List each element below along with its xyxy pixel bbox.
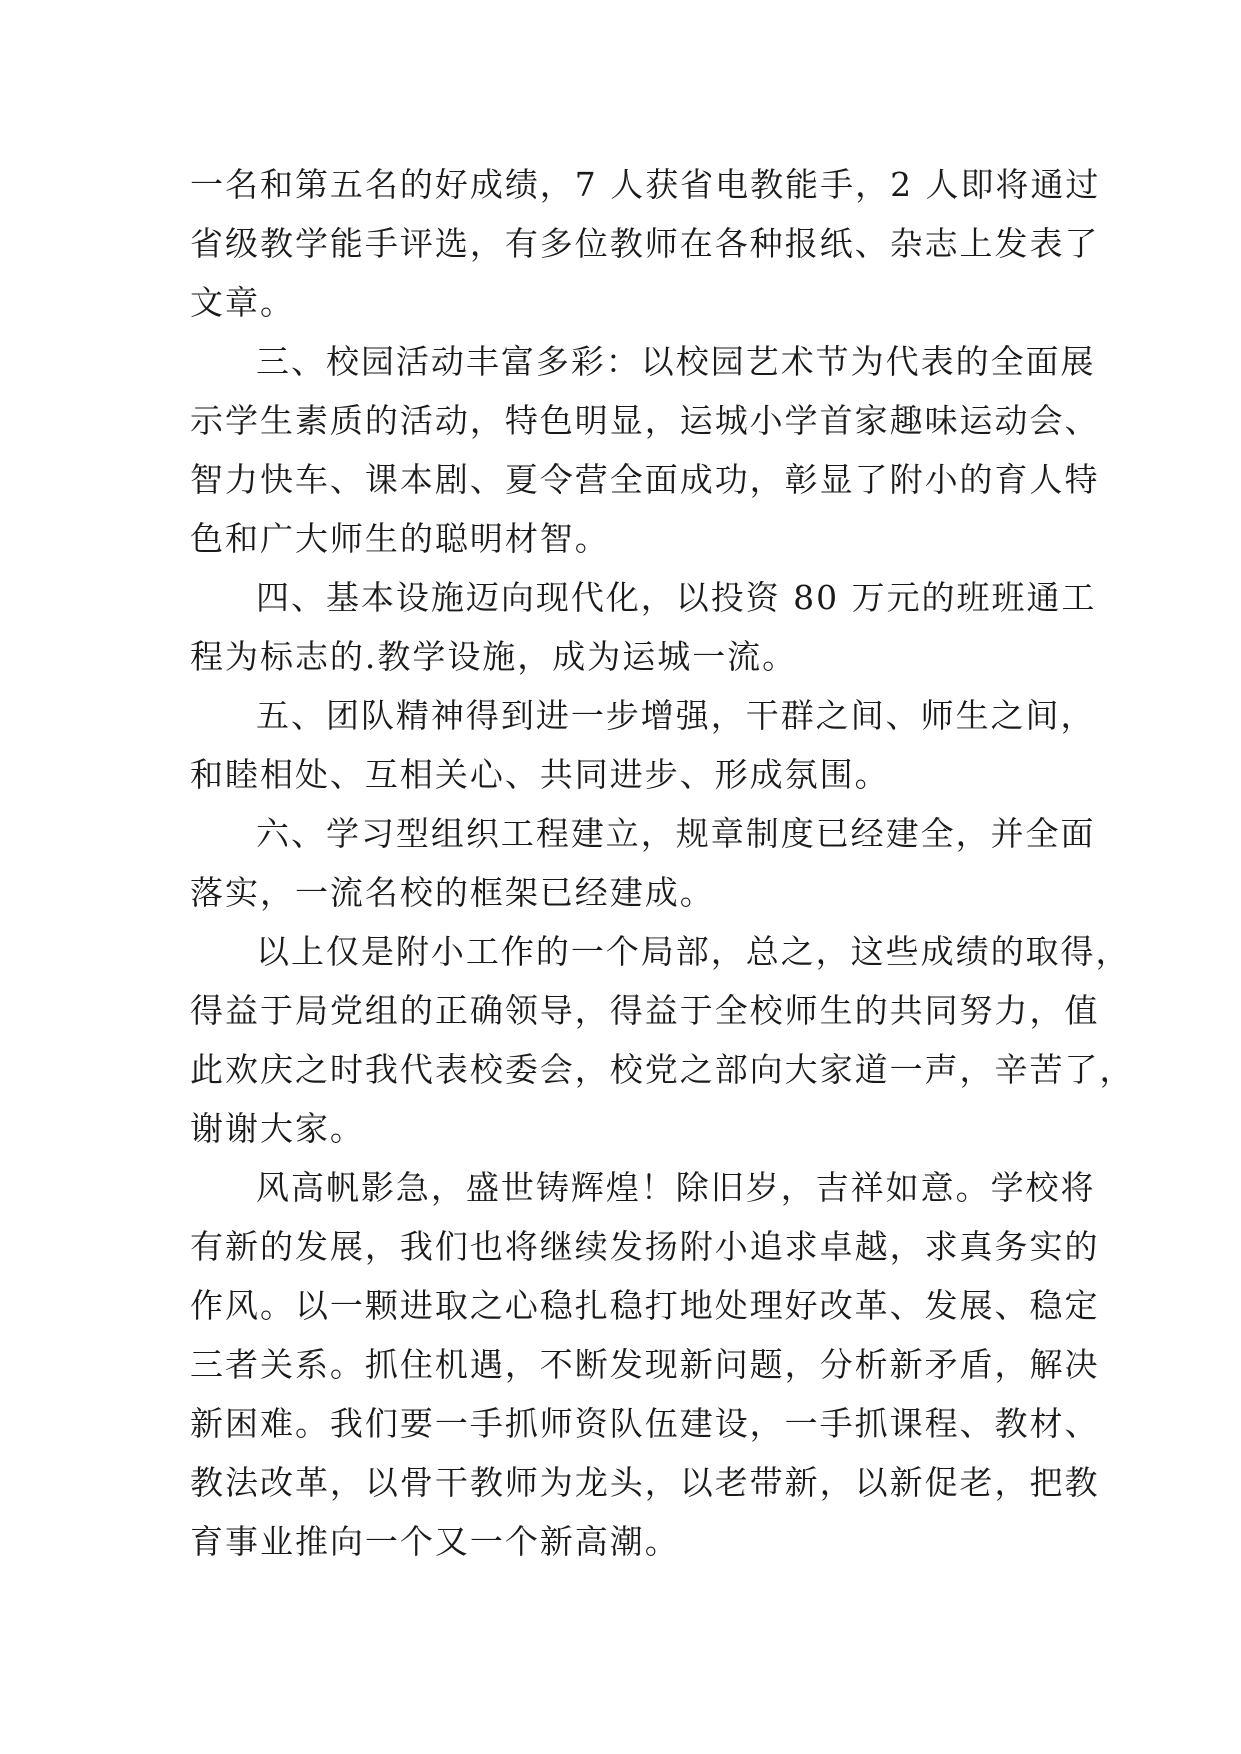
text-line: 文章。 — [190, 283, 295, 322]
text-line: 示学生素质的活动，特色明显，运城小学首家趣味运动会、 — [190, 401, 1100, 440]
text-line: 作风。以一颗进取之心稳扎稳打地处理好改革、发展、稳定 — [190, 1286, 1100, 1325]
paragraph-first-line: 风高帆影急，盛世铸辉煌！除旧岁，吉祥如意。学校将 — [256, 1168, 1096, 1207]
text-line: 色和广大师生的聪明材智。 — [190, 519, 610, 558]
paragraph-first-line: 五、团队精神得到进一步增强，干群之间、师生之间， — [256, 696, 1096, 735]
paragraph-first-line: 六、学习型组织工程建立，规章制度已经建全，并全面 — [256, 814, 1096, 853]
text-line: 有新的发展，我们也将继续发扬附小追求卓越，求真务实的 — [190, 1227, 1100, 1266]
text-line: 落实，一流名校的框架已经建成。 — [190, 873, 715, 912]
text-line: 省级教学能手评选，有多位教师在各种报纸、杂志上发表了 — [190, 224, 1100, 263]
text-line: 教法改革，以骨干教师为龙头，以老带新，以新促老，把教 — [190, 1463, 1100, 1502]
text-line: 一名和第五名的好成绩，7 人获省电教能手，2 人即将通过 — [190, 165, 1101, 204]
text-line: 新困难。我们要一手抓师资队伍建设，一手抓课程、教材、 — [190, 1404, 1100, 1443]
paragraph-first-line: 以上仅是附小工作的一个局部，总之，这些成绩的取得， — [256, 932, 1131, 971]
text-line: 谢谢大家。 — [190, 1109, 365, 1148]
text-line: 程为标志的.教学设施，成为运城一流。 — [190, 637, 798, 676]
text-line: 育事业推向一个又一个新高潮。 — [190, 1522, 680, 1561]
text-line: 三者关系。抓住机遇，不断发现新问题，分析新矛盾，解决 — [190, 1345, 1100, 1384]
paragraph-first-line: 四、基本设施迈向现代化，以投资 80 万元的班班通工 — [256, 578, 1097, 617]
text-line: 得益于局党组的正确领导，得益于全校师生的共同努力，值 — [190, 991, 1100, 1030]
text-line: 此欢庆之时我代表校委会，校党之部向大家道一声，辛苦了， — [190, 1050, 1135, 1089]
paragraph-first-line: 三、校园活动丰富多彩：以校园艺术节为代表的全面展 — [256, 342, 1096, 381]
body-text — [190, 155, 1135, 1571]
text-line: 和睦相处、互相关心、共同进步、形成氛围。 — [190, 755, 890, 794]
text-line: 智力快车、课本剧、夏令营全面成功，彰显了附小的育人特 — [190, 460, 1100, 499]
